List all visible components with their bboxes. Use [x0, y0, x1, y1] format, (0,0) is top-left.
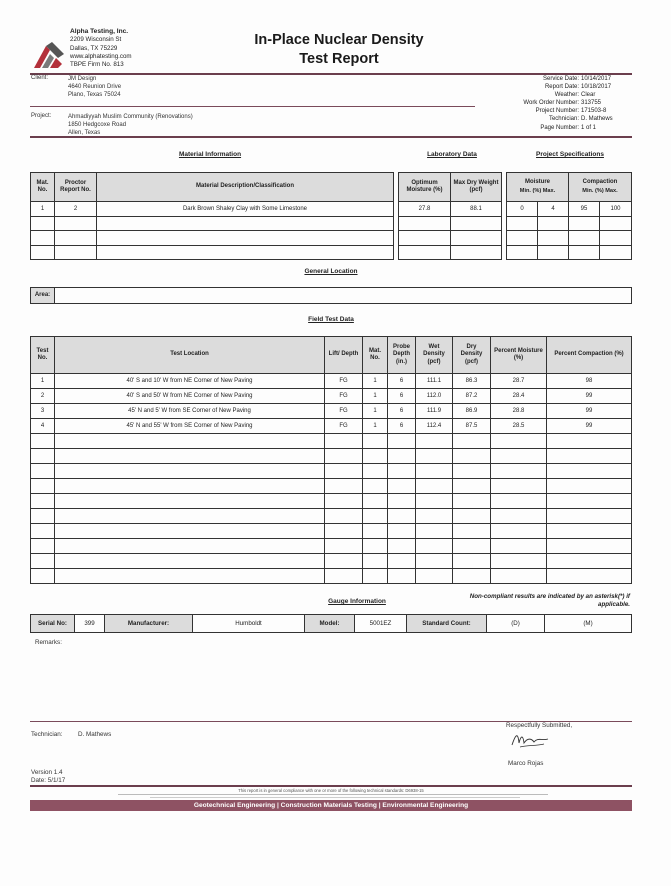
table-cell: [31, 479, 55, 494]
table-cell: [363, 569, 388, 584]
table-cell: [453, 569, 491, 584]
table-row: 27.8 88.1: [399, 202, 502, 217]
table-cell: [416, 449, 453, 464]
table-cell: [325, 494, 363, 509]
table-cell: [453, 479, 491, 494]
table-cell: [388, 449, 416, 464]
table-cell: [363, 449, 388, 464]
field-header-testno: Test No.: [31, 337, 55, 374]
gauge-manufacturer: Humboldt: [193, 615, 305, 632]
table-cell: [388, 464, 416, 479]
table-cell: [363, 494, 388, 509]
info-service-date: Service Date: 10/14/2017: [542, 76, 612, 82]
table-row: [31, 404, 632, 419]
field-header-wet: Wet Density (pcf): [416, 337, 453, 374]
table-cell: 112.0: [416, 389, 453, 404]
table-cell: [453, 494, 491, 509]
table-cell: 111.9: [416, 404, 453, 419]
table-row: [507, 245, 632, 260]
table-row: [31, 419, 632, 434]
table-row: [31, 554, 632, 569]
report-title: [215, 31, 463, 69]
table-cell: [388, 434, 416, 449]
table-row: [31, 524, 632, 539]
table-cell: [55, 569, 325, 584]
table-cell: [416, 569, 453, 584]
material-header-matno: Mat. No.: [31, 173, 55, 202]
technician-name: D. Mathews: [78, 731, 112, 738]
info-page-number: Page Number: 1 of 1: [540, 124, 597, 131]
table-cell: [325, 554, 363, 569]
table-cell: [453, 554, 491, 569]
title-line1: In-Place Nuclear Density: [254, 32, 424, 48]
table-cell: [363, 509, 388, 524]
info-weather: Weather: Clear: [554, 92, 596, 99]
table-cell: [325, 434, 363, 449]
client-address1: 4640 Reunion Drive: [68, 84, 122, 91]
table-cell: 87.5: [453, 419, 491, 434]
table-cell: [416, 524, 453, 539]
table-cell: 86.9: [453, 404, 491, 419]
field-header-row: [31, 337, 632, 374]
client-name: JM Design: [68, 76, 97, 82]
table-cell: 6: [388, 374, 416, 389]
table-cell: [491, 524, 547, 539]
table-row: [31, 449, 632, 464]
table-cell: 40' S and 10' W from NE Corner of New Paving: [55, 374, 325, 389]
project-spec-title: Project Specifications: [536, 151, 604, 158]
table-cell: FG: [325, 389, 363, 404]
table-row: [31, 494, 632, 509]
table-cell: [453, 434, 491, 449]
table-cell: 28.5: [491, 419, 547, 434]
gauge-d: (D): [487, 615, 545, 632]
report-info: [523, 75, 631, 132]
field-header-location: Test Location: [55, 337, 325, 374]
field-header-compaction: Percent Compaction (%): [547, 337, 632, 374]
table-cell: 28.4: [491, 389, 547, 404]
table-row: [31, 245, 394, 260]
table-cell: [547, 539, 632, 554]
technician-label: Technician:: [31, 731, 63, 738]
table-cell: [453, 464, 491, 479]
table-cell: [31, 509, 55, 524]
table-cell: [547, 509, 632, 524]
table-cell: [31, 524, 55, 539]
table-cell: [491, 479, 547, 494]
table-cell: 1: [363, 419, 388, 434]
table-cell: [55, 434, 325, 449]
signature-icon: [510, 731, 550, 751]
spec-table: [506, 172, 632, 260]
table-cell: [31, 464, 55, 479]
table-cell: [325, 479, 363, 494]
table-cell: 28.7: [491, 374, 547, 389]
table-cell: 6: [388, 404, 416, 419]
gauge-model: 5001EZ: [355, 615, 407, 632]
table-cell: [388, 494, 416, 509]
table-cell: 4: [31, 419, 55, 434]
field-header-moisture: Percent Moisture (%): [491, 337, 547, 374]
table-cell: [491, 434, 547, 449]
table-cell: [388, 479, 416, 494]
company-address1: 2209 Wisconsin St: [70, 36, 122, 44]
table-cell: 28.8: [491, 404, 547, 419]
table-cell: 1: [363, 389, 388, 404]
table-cell: [325, 524, 363, 539]
field-header-dry: Dry Density (pcf): [453, 337, 491, 374]
gauge-info-bar: [30, 614, 632, 633]
noncompliant-line2: applicable.: [598, 600, 630, 608]
table-cell: 99: [547, 419, 632, 434]
table-row: [31, 389, 632, 404]
spec-header-compaction: Compaction Min. (%) Max.: [569, 173, 632, 202]
client-label: Client:: [31, 75, 49, 81]
table-cell: [491, 569, 547, 584]
company-address2: Dallas, TX 75229: [70, 44, 118, 52]
table-cell: 111.1: [416, 374, 453, 389]
table-cell: [547, 524, 632, 539]
table-cell: [55, 494, 325, 509]
table-cell: [325, 539, 363, 554]
gauge-info-title: Gauge Information: [328, 598, 386, 605]
table-cell: [363, 554, 388, 569]
table-cell: [55, 449, 325, 464]
area-field: [30, 287, 632, 304]
info-technician: Technician: D. Mathews: [548, 116, 613, 123]
project-address2: Allen, Texas: [68, 130, 101, 137]
table-cell: [363, 434, 388, 449]
table-cell: 2: [31, 389, 55, 404]
table-cell: [31, 449, 55, 464]
table-row: 0 4 95 100: [507, 202, 632, 217]
table-cell: FG: [325, 404, 363, 419]
table-cell: [55, 479, 325, 494]
table-cell: 99: [547, 389, 632, 404]
client-address2: Plano, Texas 75024: [68, 92, 121, 99]
table-cell: [388, 509, 416, 524]
field-test-title: Field Test Data: [308, 316, 354, 323]
table-cell: [31, 434, 55, 449]
table-cell: 99: [547, 404, 632, 419]
gauge-standard-label: Standard Count:: [407, 615, 487, 632]
table-cell: [547, 569, 632, 584]
table-cell: [31, 539, 55, 554]
table-row: [31, 216, 394, 231]
table-cell: 6: [388, 389, 416, 404]
table-cell: 87.2: [453, 389, 491, 404]
table-cell: [363, 479, 388, 494]
table-row: [399, 216, 502, 231]
table-cell: [491, 494, 547, 509]
company-firm: TBPE Firm No. 813: [70, 61, 124, 69]
gauge-serial: 399: [75, 615, 105, 632]
table-cell: [325, 464, 363, 479]
table-cell: [55, 464, 325, 479]
spec-header-moisture: Moisture Min. (%) Max.: [507, 173, 569, 202]
project-block: [68, 113, 193, 137]
lab-header-optimum: Optimum Moisture (%): [399, 173, 451, 202]
table-cell: 45' N and 55' W from SE Corner of New Paving: [55, 419, 325, 434]
table-cell: [55, 554, 325, 569]
table-cell: [547, 479, 632, 494]
table-cell: [416, 434, 453, 449]
table-row: [31, 434, 632, 449]
table-cell: 1: [363, 374, 388, 389]
general-location-title: General Location: [304, 268, 358, 275]
gauge-serial-label: Serial No:: [31, 615, 75, 632]
table-cell: [547, 494, 632, 509]
table-cell: [491, 554, 547, 569]
lab-table: [398, 172, 502, 260]
table-row: [31, 509, 632, 524]
table-row: [507, 216, 632, 231]
footer-bar: Geotechnical Engineering | Construction Materials Testing | Environmental Engineering: [30, 800, 632, 811]
company-info: [70, 28, 132, 69]
table-row: [399, 245, 502, 260]
table-row: [31, 539, 632, 554]
gauge-manufacturer-label: Manufacturer:: [105, 615, 193, 632]
footer-divider: [30, 785, 632, 787]
table-cell: 45' N and 5' W from SE Corner of New Paving: [55, 404, 325, 419]
table-cell: [491, 449, 547, 464]
table-cell: [547, 449, 632, 464]
table-cell: [325, 509, 363, 524]
version: Version 1.4: [31, 769, 63, 776]
table-cell: [491, 464, 547, 479]
lab-header-maxdry: Max Dry Weight (pcf): [451, 173, 502, 202]
table-cell: [388, 554, 416, 569]
version-block: [31, 769, 65, 784]
table-cell: [453, 539, 491, 554]
table-row: [399, 231, 502, 246]
signer-name: Marco Rojas: [508, 760, 544, 767]
table-cell: 98: [547, 374, 632, 389]
table-cell: [31, 569, 55, 584]
client-divider: [30, 106, 475, 107]
spec-header-row: [507, 173, 632, 202]
table-cell: [547, 434, 632, 449]
table-cell: [55, 509, 325, 524]
table-cell: 1: [31, 374, 55, 389]
table-cell: [491, 509, 547, 524]
material-table: [30, 172, 394, 260]
client-block: [68, 75, 121, 99]
table-cell: [363, 524, 388, 539]
fine-print-2: [118, 794, 548, 795]
table-cell: [453, 524, 491, 539]
project-address1: 1850 Hedgcoxe Road: [68, 122, 127, 129]
project-name: Ahmadiyyah Muslim Community (Renovations): [68, 114, 193, 120]
table-row: [31, 569, 632, 584]
table-cell: 112.4: [416, 419, 453, 434]
table-cell: [325, 449, 363, 464]
material-header-desc: Material Description/Classification: [97, 173, 394, 202]
table-cell: FG: [325, 374, 363, 389]
table-cell: [416, 509, 453, 524]
table-cell: [416, 479, 453, 494]
field-table-body: [31, 374, 632, 584]
gauge-model-label: Model:: [305, 615, 355, 632]
table-cell: [416, 464, 453, 479]
remarks-label: Remarks:: [35, 639, 62, 646]
fine-print-1: This report is in general compliance with one or more of the following technical standards: D6938-15: [238, 788, 424, 793]
table-cell: [388, 524, 416, 539]
project-divider: [30, 136, 632, 138]
table-cell: [388, 539, 416, 554]
info-project-number: Project Number: 171503-8: [535, 108, 607, 115]
table-row: [31, 374, 632, 389]
company-website: www.alphatesting.com: [70, 52, 132, 60]
gauge-m: (M): [583, 620, 593, 627]
table-cell: [453, 509, 491, 524]
table-cell: [416, 554, 453, 569]
title-line2: Test Report: [299, 51, 379, 67]
table-cell: 3: [31, 404, 55, 419]
project-label: Project:: [31, 113, 52, 119]
lab-data-title: Laboratory Data: [427, 151, 477, 158]
fine-print-3: [150, 797, 520, 798]
table-row: [31, 479, 632, 494]
table-cell: [547, 554, 632, 569]
submitted-label: Respectfully Submitted,: [506, 722, 573, 729]
table-row: [31, 464, 632, 479]
table-cell: [325, 569, 363, 584]
field-table: [30, 336, 632, 584]
table-cell: [363, 539, 388, 554]
noncompliant-note: [400, 593, 630, 608]
table-cell: [363, 464, 388, 479]
table-cell: FG: [325, 419, 363, 434]
field-header-matno: Mat. No.: [363, 337, 388, 374]
table-cell: [453, 449, 491, 464]
lab-header-row: [399, 173, 502, 202]
table-cell: [491, 539, 547, 554]
area-label: Area:: [31, 288, 55, 303]
info-work-order: Work Order Number: 313755: [523, 100, 602, 107]
company-name: Alpha Testing, Inc.: [70, 28, 129, 35]
table-cell: [55, 524, 325, 539]
table-cell: [31, 554, 55, 569]
table-cell: [388, 569, 416, 584]
table-row: 1 2 Dark Brown Shaley Clay with Some Limestone: [31, 202, 394, 217]
info-report-date: Report Date: 10/18/2017: [544, 84, 612, 91]
company-logo-icon: [32, 40, 66, 70]
table-cell: 1: [363, 404, 388, 419]
table-cell: [416, 539, 453, 554]
version-date: Date: 5/1/17: [31, 776, 66, 784]
field-header-probe: Probe Depth (in.): [388, 337, 416, 374]
table-cell: 6: [388, 419, 416, 434]
field-header-lift: Lift/ Depth: [325, 337, 363, 374]
table-cell: [55, 539, 325, 554]
table-cell: [547, 464, 632, 479]
table-cell: 40' S and 50' W from NE Corner of New Paving: [55, 389, 325, 404]
noncompliant-line1: Non-compliant results are indicated by an asterisk(*) if: [469, 593, 630, 600]
table-row: [507, 231, 632, 246]
material-info-title: Material Information: [178, 151, 242, 158]
table-row: [31, 231, 394, 246]
material-header-proctor: Proctor Report No.: [55, 173, 97, 202]
material-header-row: [31, 173, 394, 202]
table-cell: [31, 494, 55, 509]
table-cell: 86.3: [453, 374, 491, 389]
table-cell: [416, 494, 453, 509]
